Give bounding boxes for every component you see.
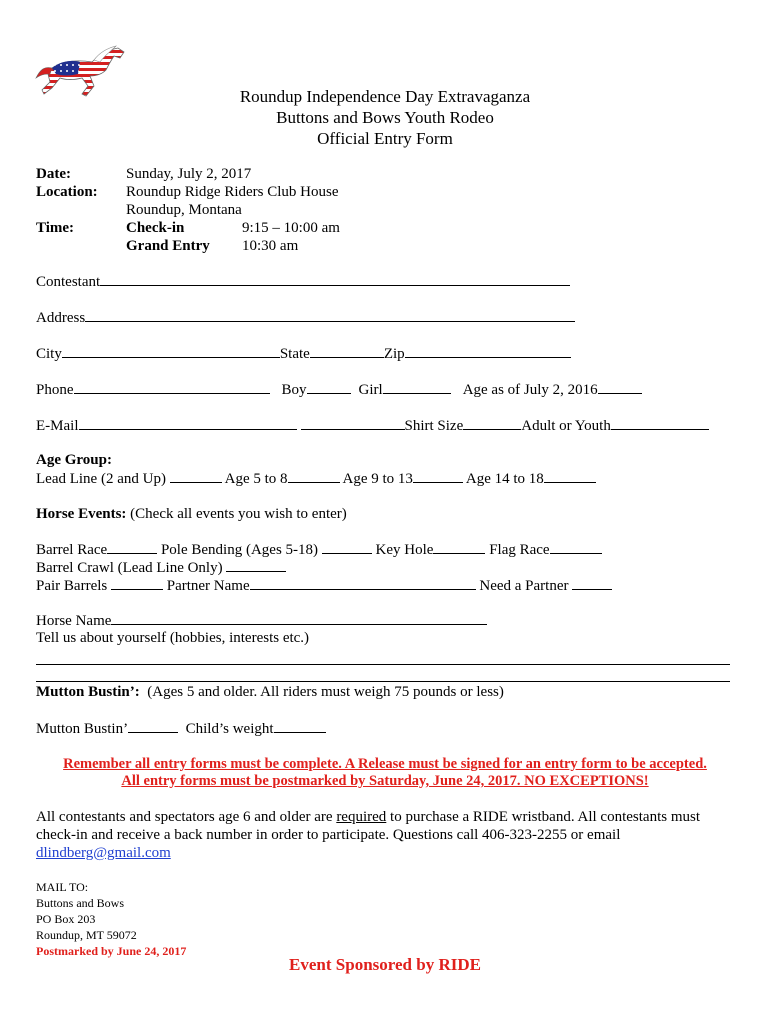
age-as-of-field[interactable]: [598, 381, 642, 394]
date-value: Sunday, July 2, 2017: [126, 166, 252, 182]
location-line1: Roundup Ridge Riders Club House: [126, 184, 339, 200]
state-field[interactable]: [310, 345, 384, 358]
form-title-line1: Roundup Independence Day Extravaganza: [239, 87, 531, 106]
location-label: Location:: [36, 184, 98, 200]
age-14-18-field[interactable]: [544, 470, 596, 483]
email-row: [36, 417, 709, 435]
contestant-label: Contestant: [36, 274, 101, 290]
horse-events-heading-row: [36, 506, 347, 523]
flag-race-field[interactable]: [550, 541, 602, 554]
grand-entry-time: 10:30 am: [242, 238, 299, 254]
mutton-label: Mutton Bustin’: [36, 721, 129, 737]
girl-label: Girl: [358, 382, 383, 398]
address-field[interactable]: [85, 309, 575, 322]
form-title-line2: Buttons and Bows Youth Rodeo: [276, 108, 494, 127]
mail-postmark: Postmarked by June 24, 2017: [36, 944, 187, 958]
lead-line-label: Lead Line (2 and Up): [36, 471, 166, 487]
phone-field[interactable]: [74, 381, 270, 394]
horse-events-heading: Horse Events:: [36, 506, 127, 522]
location-line2: Roundup, Montana: [126, 202, 242, 218]
mutton-field[interactable]: [128, 720, 178, 733]
form-title-line3: Official Entry Form: [317, 129, 453, 148]
pair-barrels-field[interactable]: [111, 577, 163, 590]
horse-name-field[interactable]: [111, 612, 487, 625]
tell-us-line-1[interactable]: [36, 664, 730, 665]
contestant-row: [36, 273, 570, 291]
horse-events-row2: [36, 559, 286, 577]
key-hole-field[interactable]: [433, 541, 485, 554]
age-9-13-field[interactable]: [413, 470, 463, 483]
age-5-8-label: Age 5 to 8: [224, 471, 288, 487]
info-text-a: All contestants and spectators age 6 and older are: [36, 809, 337, 825]
shirt-size-field[interactable]: [463, 417, 521, 430]
girl-field[interactable]: [383, 381, 451, 394]
checkin-label: Check-in: [126, 220, 185, 236]
boy-label: Boy: [281, 382, 307, 398]
email-label: E-Mail: [36, 418, 79, 434]
date-label: Date:: [36, 166, 71, 182]
need-partner-label: Need a Partner: [479, 578, 569, 594]
adult-or-youth-field[interactable]: [611, 417, 709, 430]
sponsor-footer: Event Sponsored by RIDE: [289, 955, 481, 974]
checkin-time: 9:15 – 10:00 am: [242, 220, 340, 236]
pole-bending-field[interactable]: [322, 541, 372, 554]
phone-row: [36, 381, 642, 399]
shirt-size-label: Shirt Size: [404, 418, 464, 434]
mail-box: PO Box 203: [36, 912, 96, 926]
barrel-race-label: Barrel Race: [36, 542, 108, 558]
info-text-b: to purchase a RIDE wristband. All contestants must: [386, 809, 700, 825]
grand-entry-label: Grand Entry: [126, 238, 210, 254]
city-field[interactable]: [62, 345, 280, 358]
age-group-heading: Age Group:: [36, 452, 112, 468]
time-label: Time:: [36, 220, 75, 236]
pair-barrels-label: Pair Barrels: [36, 578, 108, 594]
phone-label: Phone: [36, 382, 74, 398]
barrel-crawl-field[interactable]: [226, 559, 286, 572]
mutton-heading: Mutton Bustin’:: [36, 684, 140, 700]
mutton-note: (Ages 5 and older. All riders must weigh 75 pounds or less): [147, 684, 504, 700]
state-label: State: [279, 346, 310, 362]
mutton-row: [36, 720, 326, 738]
weight-field[interactable]: [274, 720, 326, 733]
email-field[interactable]: [79, 417, 297, 430]
mail-name: Buttons and Bows: [36, 896, 125, 910]
adult-or-youth-label: Adult or Youth: [521, 418, 611, 434]
partner-name-label: Partner Name: [166, 578, 250, 594]
flag-race-label: Flag Race: [489, 542, 550, 558]
zip-label: Zip: [383, 346, 405, 362]
horse-events-row3: [36, 577, 612, 595]
barrel-crawl-label: Barrel Crawl (Lead Line Only): [36, 560, 223, 576]
lead-line-field[interactable]: [170, 470, 222, 483]
address-label: Address: [36, 310, 86, 326]
horse-name-row: [36, 612, 487, 630]
tell-us-label: Tell us about yourself (hobbies, interests etc.): [36, 630, 310, 646]
mutton-heading-row: [36, 684, 504, 701]
horse-events-instruction: (Check all events you wish to enter): [130, 506, 347, 522]
info-line1: [36, 809, 700, 826]
horse-name-label: Horse Name: [36, 613, 112, 629]
tell-us-line-2[interactable]: [36, 681, 730, 682]
need-partner-field[interactable]: [572, 577, 612, 590]
age-group-row: [36, 470, 596, 488]
boy-field[interactable]: [307, 381, 351, 394]
info-line2: check-in and receive a back number in order to participate. Questions call 406-323-2255 or email: [36, 827, 621, 843]
barrel-race-field[interactable]: [107, 541, 157, 554]
key-hole-label: Key Hole: [375, 542, 434, 558]
age-as-of-label: Age as of July 2, 2016: [462, 382, 598, 398]
weight-label: Child’s weight: [185, 721, 274, 737]
horse-events-row1: [36, 541, 602, 559]
partner-name-field[interactable]: [250, 577, 476, 590]
city-label: City: [36, 346, 62, 362]
zip-field[interactable]: [405, 345, 571, 358]
age-14-18-label: Age 14 to 18: [465, 471, 544, 487]
info-required: required: [336, 809, 387, 825]
pole-bending-label: Pole Bending (Ages 5-18): [160, 542, 319, 558]
age-5-8-field[interactable]: [288, 470, 340, 483]
mail-to-label: MAIL TO:: [36, 880, 89, 894]
address-row: [36, 309, 575, 327]
age-9-13-label: Age 9 to 13: [342, 471, 413, 487]
email-field-extension[interactable]: [301, 417, 405, 430]
city-state-zip-row: [36, 345, 571, 363]
notice-line1: Remember all entry forms must be complete. A Release must be signed for an entry form to be accepted.: [63, 756, 707, 772]
notice-line2: All entry forms must be postmarked by Saturday, June 24, 2017. NO EXCEPTIONS!: [121, 773, 649, 789]
contact-email-link[interactable]: dlindberg@gmail.com: [36, 845, 171, 861]
mail-city: Roundup, MT 59072: [36, 928, 137, 942]
contestant-field[interactable]: [100, 273, 570, 286]
